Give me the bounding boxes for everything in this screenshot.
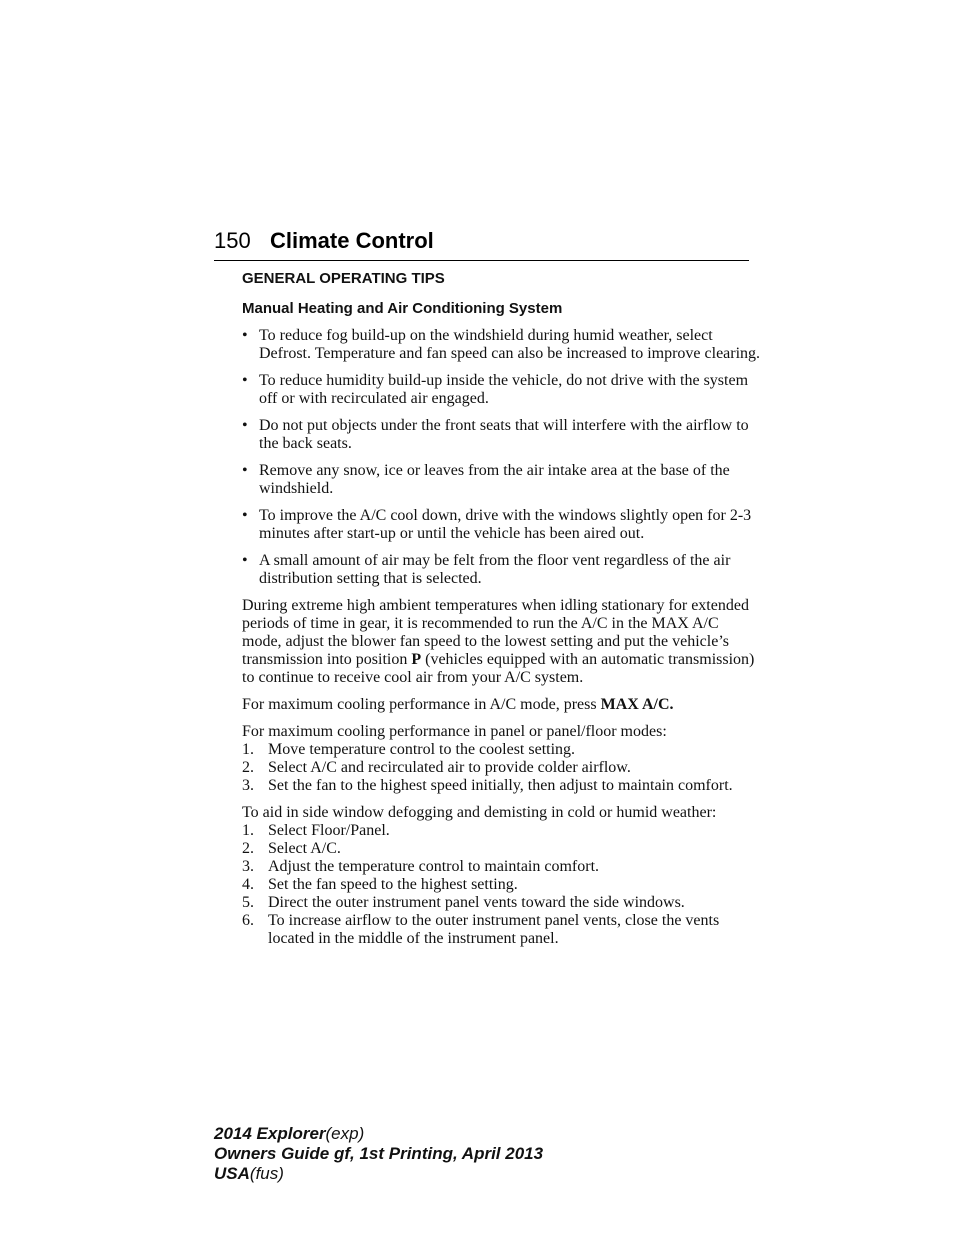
step-item: 2. Select A/C. <box>242 840 341 857</box>
max-ac-paragraph: For maximum cooling performance in A/C mode, press MAX A/C. <box>242 696 674 713</box>
bullet-icon: • <box>242 507 248 524</box>
defog-steps <box>242 822 762 948</box>
step-item: 3. Set the fan to the highest speed initially, then adjust to maintain comfort. <box>242 777 733 794</box>
step-item: 5. Direct the outer instrument panel vents toward the side windows. <box>242 894 685 911</box>
footer-printing-line: Owners Guide gf, 1st Printing, April 2013 <box>214 1144 544 1163</box>
bullet-text: To improve the A/C cool down, drive with the windows slightly open for 2-3 minutes after start-up or until the vehicle has been aired out. <box>259 507 752 542</box>
list-item <box>242 552 762 588</box>
list-item <box>242 507 762 543</box>
list-item <box>242 372 762 408</box>
defog-intro: To aid in side window defogging and demisting in cold or humid weather: <box>242 804 717 821</box>
bullet-icon: • <box>242 372 248 389</box>
page-number: 150 <box>214 228 251 253</box>
page-footer <box>214 1124 543 1184</box>
step-item: 1. Move temperature control to the coolest setting. <box>242 741 576 758</box>
bullet-text: Do not put objects under the front seats that will interfere with the airflow to the back seats. <box>259 417 749 452</box>
max-ac-label: MAX A/C. <box>600 696 674 713</box>
bullet-icon: • <box>242 552 248 569</box>
bullet-text: A small amount of air may be felt from the floor vent regardless of the air distribution setting that is selected. <box>259 552 731 587</box>
list-item <box>242 417 762 453</box>
bullet-text: To reduce fog build-up on the windshield during humid weather, select Defrost. Temperature and fan speed can also be increased to improve clearing. <box>259 327 761 362</box>
step-item: 2. Select A/C and recirculated air to provide colder airflow. <box>242 759 631 776</box>
high-temp-paragraph: During extreme high ambient temperatures when idling stationary for extended periods of time in gear, it is recommended to run the A/C in the MAX A/C mode, adjust the blower fan speed to the lowest setting and put the vehicle’s transmission into position P (vehicles equipped with an automatic transmission) to continue to receive cool air from your A/C system. <box>242 597 755 686</box>
transmission-position: P <box>411 651 422 668</box>
step-item: 1. Select Floor/Panel. <box>242 822 390 839</box>
bullet-text: Remove any snow, ice or leaves from the air intake area at the base of the windshield. <box>259 462 730 497</box>
footer-market-line: USA(fus) <box>214 1164 284 1183</box>
section-title: Climate Control <box>270 228 434 253</box>
step-item: 6. To increase airflow to the outer instrument panel vents, close the vents located in the middle of the instrument panel. <box>242 912 720 947</box>
page-content <box>242 270 762 957</box>
bullet-icon: • <box>242 417 248 434</box>
footer-model-line: 2014 Explorer(exp) <box>214 1124 365 1143</box>
bullet-icon: • <box>242 327 248 344</box>
list-item <box>242 462 762 498</box>
subsection-heading: Manual Heating and Air Conditioning System <box>242 300 563 317</box>
header-divider <box>214 260 749 261</box>
step-item: 3. Adjust the temperature control to maintain comfort. <box>242 858 600 875</box>
cooling-intro: For maximum cooling performance in panel or panel/floor modes: <box>242 723 667 740</box>
bullet-icon: • <box>242 462 248 479</box>
cooling-steps <box>242 741 762 795</box>
page-header <box>214 228 749 260</box>
list-item <box>242 327 762 363</box>
section-heading: GENERAL OPERATING TIPS <box>242 270 445 287</box>
bullet-text: To reduce humidity build-up inside the vehicle, do not drive with the system off or with recirculated air engaged. <box>259 372 749 407</box>
step-item: 4. Set the fan speed to the highest setting. <box>242 876 518 893</box>
tips-list <box>242 327 762 588</box>
